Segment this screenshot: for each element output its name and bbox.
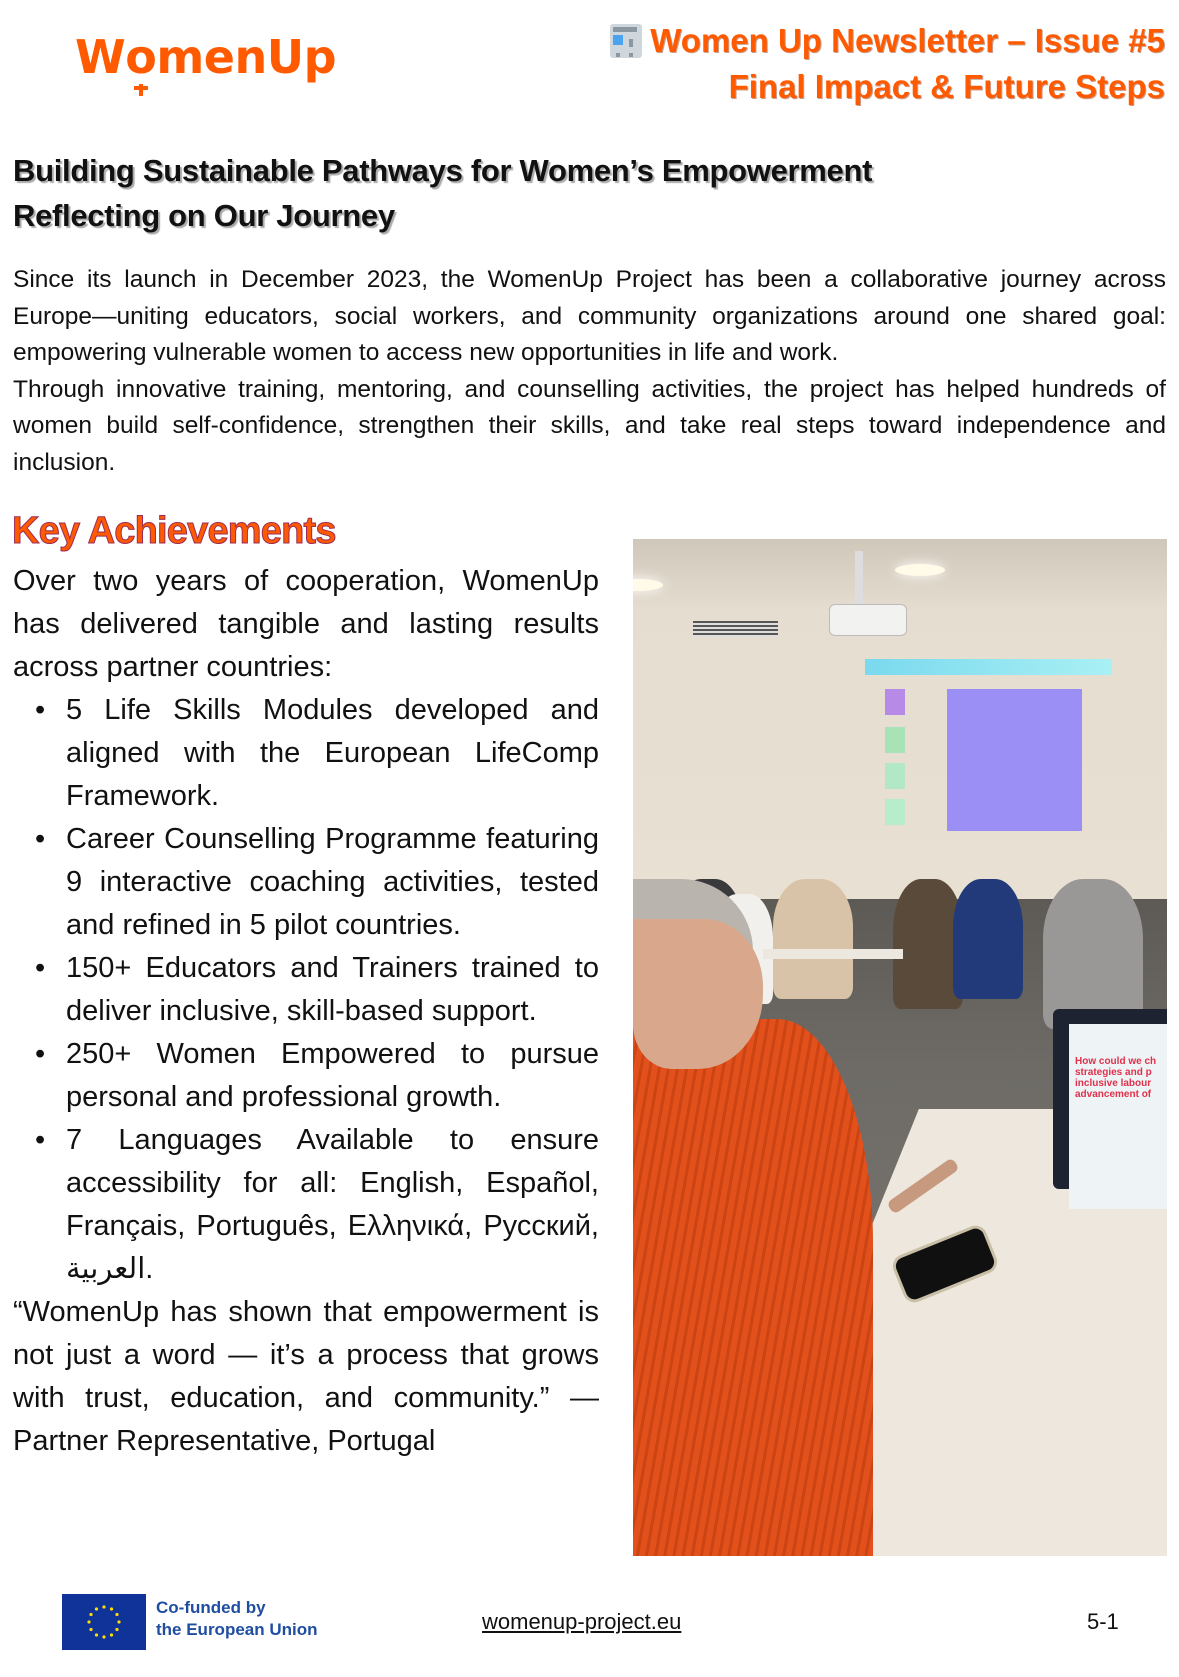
orange-sweater: [633, 1019, 873, 1556]
eu-cofunded-label: [156, 1597, 318, 1641]
projected-slide: [947, 689, 1082, 831]
eu-label-line-1: Co-funded by: [156, 1598, 266, 1617]
projector: [829, 604, 907, 636]
slide-thumbnail: [885, 763, 905, 789]
logo-text-suffix: menUp: [156, 30, 337, 84]
face: [633, 919, 763, 1069]
laptop-slide-text: How could we ch strategies and p inclusive labour advancement of: [1075, 1056, 1157, 1100]
logo-text-prefix: W: [75, 30, 126, 84]
achievement-item: • 150+ Educators and Trainers trained to deliver inclusive, skill-based support.: [13, 947, 599, 1033]
slide-thumbnail: [885, 799, 905, 825]
workshop-photo: [633, 539, 1167, 1556]
achievement-item: • 250+ Women Empowered to pursue personal and professional growth.: [13, 1033, 599, 1119]
achievement-item: • 7 Languages Available to ensure accessibility for all: English, Español, Français, Português, Ελληνικά, Русский, العربية.: [13, 1119, 599, 1291]
page-number: 5-1: [1087, 1609, 1119, 1634]
article-title-line-1: Building Sustainable Pathways for Women’s Empowerment: [13, 153, 873, 188]
womenup-logo: [75, 30, 336, 84]
slide-thumbnail: [885, 689, 905, 715]
key-achievements-heading: Key Achievements: [12, 510, 336, 552]
newsletter-title-row: [610, 18, 1165, 64]
projected-screen: [865, 659, 1112, 835]
intro-paragraph: Through innovative training, mentoring, and counselling activities, the project has helped hundreds of women build self-confidence, strengthen their skills, and take real steps toward independence and inclusion.: [13, 375, 1166, 476]
eu-flag-icon: [62, 1594, 146, 1650]
partner-quote: “WomenUp has shown that empowerment is not just a word — it’s a process that grows with trust, education, and community.” — Partner Representative, Portugal: [13, 1296, 599, 1457]
website-link[interactable]: womenup-project.eu: [482, 1609, 682, 1634]
eu-label-line-2: the European Union: [156, 1620, 318, 1639]
newsletter-header: [610, 18, 1165, 110]
newsletter-title: Women Up Newsletter – Issue #5: [650, 22, 1165, 59]
achievements-list: [13, 689, 599, 1291]
slide-thumbnail: [885, 727, 905, 753]
venus-symbol-icon: o: [125, 30, 157, 84]
newsletter-subtitle: Final Impact & Future Steps: [728, 68, 1165, 105]
laptop-screen: [1069, 1024, 1167, 1209]
achievements-column: [13, 560, 599, 1463]
intro-paragraph: Since its launch in December 2023, the WomenUp Project has been a collaborative journey across Europe—uniting educators, social workers, and community organizations around one shared goal: empowering vulnerable women to access new opportunities in life and work.: [13, 266, 1166, 366]
projected-browser-bar: [865, 659, 1112, 675]
achievements-lead: Over two years of cooperation, WomenUp has delivered tangible and lasting results across partner countries:: [13, 565, 599, 683]
ceiling-light: [895, 564, 945, 576]
achievement-item: • 5 Life Skills Modules developed and aligned with the European LifeComp Framework.: [13, 689, 599, 818]
article-title-line-2: Reflecting on Our Journey: [13, 198, 395, 233]
achievement-item: • Career Counselling Programme featuring 9 interactive coaching activities, tested and refined in 5 pilot countries.: [13, 818, 599, 947]
participant: [953, 879, 1023, 999]
air-vent: [693, 621, 778, 637]
newspaper-icon: [610, 24, 642, 58]
projector-mount: [855, 551, 863, 606]
intro-text: [13, 262, 1166, 481]
participant: [1043, 879, 1143, 1029]
article-title: [13, 148, 872, 238]
woman-in-orange: [633, 879, 933, 1556]
